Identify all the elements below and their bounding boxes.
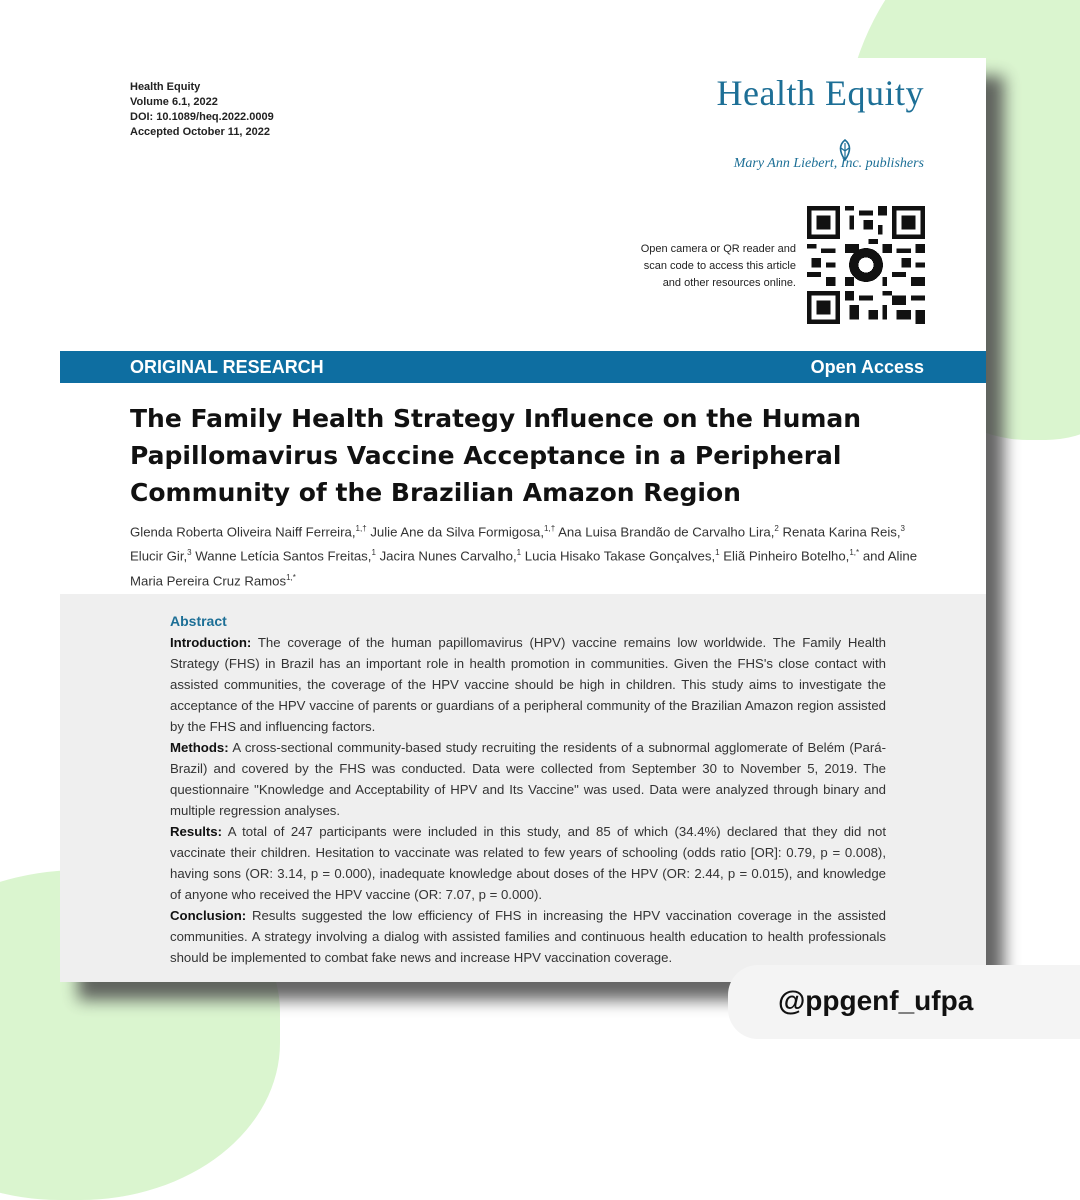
- author-affiliation: 1: [516, 548, 522, 558]
- author-affiliation: 1,*: [849, 548, 860, 558]
- author-name: Elucir Gir,: [130, 548, 188, 564]
- methods-text: A cross-sectional community-based study recruiting the residents of a subnormal agglomerate of Belém (Pará-Brazil) and covered by the FHS was conducted. Data were collected from September 30 to November 5, 2019. The questionnaire "Knowledge and Acceptability of HPV and Its Vaccine" was used. Data were analyzed through binary and multiple regression analyses.: [170, 740, 886, 818]
- abstract-results: [170, 821, 886, 905]
- journal-title: Health Equity: [716, 73, 924, 113]
- results-label: Results:: [170, 824, 223, 839]
- paper-page: [60, 58, 986, 982]
- qr-code-icon[interactable]: [806, 206, 926, 324]
- social-handle[interactable]: @ppgenf_ufpa: [778, 985, 974, 1016]
- author-list: [130, 518, 930, 591]
- author-affiliation: 3: [900, 524, 905, 533]
- abstract-conclusion: [170, 905, 886, 968]
- qr-caption-line: scan code to access this article: [643, 260, 796, 272]
- author-affiliation: 1,*: [286, 572, 296, 582]
- abstract-methods: [170, 737, 886, 821]
- author-name: Ana Luisa Brandão de Carvalho Lira,: [558, 524, 775, 540]
- results-text: A total of 247 participants were included in this study, and 85 of which (34.4%) declared that they did not vaccinate their children. Hesitation to vaccinate was related to few years of schooling (odds ratio [OR]: 0.79, p = 0.008), having sons (OR: 3.14, p = 0.000), inadequate knowledge about doses of the HPV (OR: 2.44, p = 0.015), and knowledge of anyone who received the HPV vaccine (OR: 7.07, p = 0.000).: [170, 824, 887, 902]
- author-name: Wanne Letícia Santos Freitas,: [195, 548, 372, 564]
- open-access-label: Open Access: [810, 357, 924, 377]
- qr-caption-line: and other resources online.: [662, 277, 796, 289]
- abstract-section: [60, 594, 986, 982]
- author-affiliation: 3: [187, 548, 192, 558]
- introduction-label: Introduction:: [170, 635, 252, 650]
- conclusion-label: Conclusion:: [170, 908, 247, 923]
- meta-accepted: Accepted October 11, 2022: [130, 126, 271, 138]
- author-affiliation: 1,†: [355, 524, 367, 533]
- conclusion-text: Results suggested the low efficiency of FHS in increasing the HPV vaccination coverage in the assisted communities. A strategy involving a dialog with assisted families and continuous health education to health professionals should be implemented to combat fake news and increase HPV vaccination coverage.: [170, 908, 886, 965]
- social-handle-badge: [728, 965, 1080, 1039]
- author-affiliation: 1: [715, 548, 720, 558]
- author-name: Lucia Hisako Takase Gonçalves,: [524, 548, 716, 564]
- qr-caption-line: Open camera or QR reader and: [640, 243, 796, 255]
- abstract-introduction: [170, 632, 886, 737]
- journal-meta: [130, 80, 274, 140]
- introduction-text: The coverage of the human papillomavirus (HPV) vaccine remains low worldwide. The Family Health Strategy (FHS) in Brazil has an important role in health promotion in communities. Given the FHS's close contact with assisted communities, the coverage of the HPV vaccine should be high in children. This study aims to investigate the acceptance of the HPV vaccine of parents or guardians of a peripheral community of the Brazilian Amazon region assisted by the FHS and influencing factors.: [170, 635, 886, 734]
- article-type-label: ORIGINAL RESEARCH: [130, 357, 324, 377]
- author-affiliation: 1,†: [544, 524, 556, 533]
- author-name: Julie Ane da Silva Formigosa,: [370, 524, 545, 540]
- author-name: Jacira Nunes Carvalho,: [379, 548, 517, 564]
- qr-caption: [641, 241, 796, 292]
- meta-volume: Volume 6.1, 2022: [130, 96, 218, 108]
- meta-journal: Health Equity: [130, 81, 201, 93]
- publisher-name: Mary Ann Liebert, Inc. publishers: [733, 156, 924, 171]
- author-affiliation: 2: [774, 524, 779, 533]
- abstract-heading: Abstract: [170, 613, 227, 629]
- methods-label: Methods:: [170, 740, 229, 755]
- meta-doi: DOI: 10.1089/heq.2022.0009: [130, 111, 274, 123]
- author-name: and Aline Maria Pereira Cruz Ramos: [130, 548, 918, 589]
- author-name: Glenda Roberta Oliveira Naiff Ferreira,: [130, 524, 356, 540]
- section-banner: [60, 351, 986, 383]
- article-title: The Family Health Strategy Influence on the Human Papillomavirus Vaccine Acceptance in a Peripheral Community of the Brazilian Amazon Region: [130, 404, 862, 507]
- author-name: Eliã Pinheiro Botelho,: [723, 548, 850, 564]
- author-name: Renata Karina Reis,: [782, 524, 901, 540]
- abstract-body: [170, 610, 886, 968]
- author-affiliation: 1: [371, 548, 376, 558]
